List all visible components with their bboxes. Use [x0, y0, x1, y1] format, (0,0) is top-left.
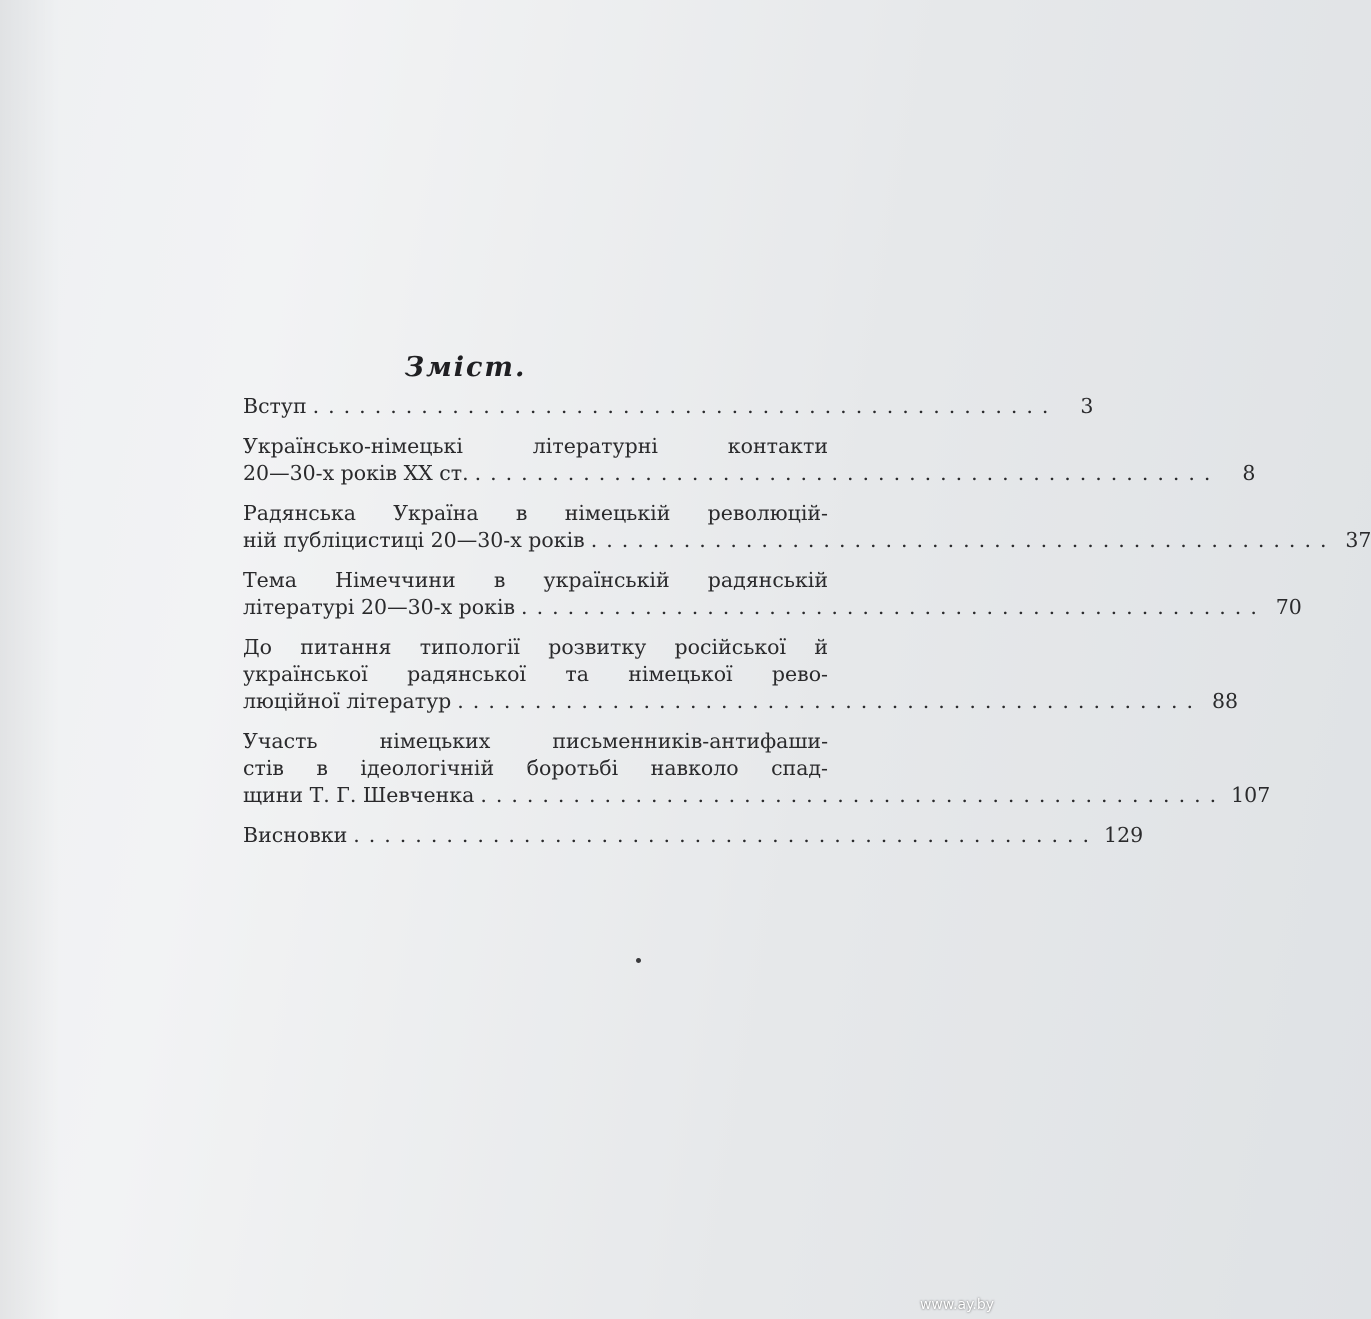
toc-entry-title-line: ній публіцистиці 20—30-х років — [243, 528, 585, 552]
toc-entry-title: Висновки — [243, 823, 348, 847]
toc-page-number: 129 — [1104, 823, 1144, 847]
toc-entry-title-line: До питання типології розвитку російської й — [243, 635, 828, 659]
toc-entry-title-line: стів в ідеологічній боротьбі навколо спад- — [243, 756, 828, 780]
toc-entry-title-line: щини Т. Г. Шевченка — [243, 783, 475, 807]
toc-entry-title-line: Тема Німеччини в українській радянській — [243, 568, 828, 592]
toc-entry-antifascists — [243, 728, 1271, 809]
toc-page-number: 37 — [1345, 528, 1371, 552]
toc-entry-title-line: Радянська Україна в німецькій революцій- — [243, 501, 828, 525]
toc-entry-title-line: 20—30-х років XX ст. — [243, 461, 469, 485]
toc-entry-soviet-ukraine — [243, 500, 1371, 554]
table-of-contents — [243, 352, 1371, 862]
toc-entry-title-line: української радянської та німецької рево- — [243, 662, 828, 686]
toc-entry-introduction — [243, 393, 1094, 420]
toc-page-number: 3 — [1080, 394, 1094, 418]
toc-leader-dots: ................................................ — [521, 595, 1266, 619]
toc-leader-dots: ................................................ — [312, 394, 1058, 418]
toc-entry-title: Вступ — [243, 394, 307, 418]
toc-page-number: 8 — [1242, 461, 1256, 485]
toc-entry-title-line: літературі 20—30-х років — [243, 595, 516, 619]
toc-entry-title-line: Участь німецьких письменників-антифаши- — [243, 729, 828, 753]
page-shadow — [0, 0, 60, 1319]
toc-entry-conclusions — [243, 822, 1144, 849]
toc-leader-dots: ................................................ — [480, 783, 1226, 807]
site-watermark: www.ay.by — [919, 1297, 994, 1313]
toc-page-number: 70 — [1275, 595, 1302, 619]
toc-leader-dots: ................................................ — [457, 689, 1203, 713]
toc-entry-typology — [243, 634, 1239, 715]
toc-leader-dots: ................................................ — [353, 823, 1099, 847]
toc-title: Зміст. — [404, 352, 527, 383]
print-speck — [636, 958, 641, 963]
toc-page-number: 107 — [1231, 783, 1271, 807]
toc-entry-title-line: Українсько-німецькі літературні контакти — [243, 434, 828, 458]
toc-leader-dots: ................................................ — [590, 528, 1336, 552]
toc-page-number: 88 — [1211, 689, 1239, 713]
toc-entry-germany-theme — [243, 567, 1302, 621]
toc-entry-contacts — [243, 433, 1256, 487]
toc-leader-dots: ................................................ — [474, 461, 1220, 485]
toc-entry-title-line: люційної літератур — [243, 689, 452, 713]
